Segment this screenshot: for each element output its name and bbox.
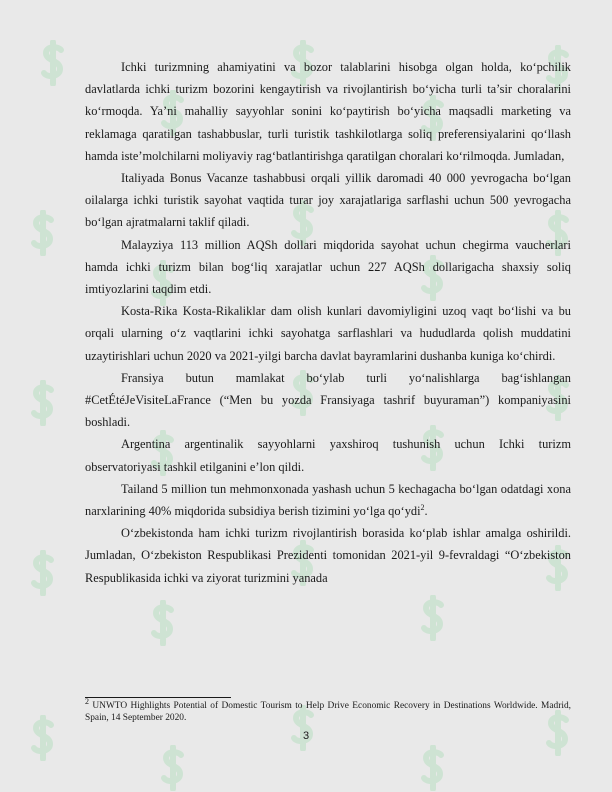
paragraph-thailand-text: Tailand 5 million tun mehmonxonada yashash uchun 5 kechagacha bo‘lgan odatdagi xona narxlarining 40% miqdorida subsidiya berish tizimini yo‘lga qo‘ydi (85, 481, 571, 519)
footnote-text: UNWTO Highlights Potential of Domestic Tourism to Help Drive Economic Recovery in Destinations Worldwide. Madrid, Spain, 14 September 2020. (85, 701, 571, 723)
document-body (85, 56, 571, 589)
paragraph-france: Fransiya butun mamlakat bo‘ylab turli yo‘nalishlarga bag‘ishlangan #CetÉtéJeVisiteLaFrance (“Men bu yozda Fransiyaga tashrif buyuraman”) kompaniyasini boshladi. (85, 370, 571, 430)
watermark-logo-icon (30, 210, 56, 256)
watermark-logo-icon (150, 600, 176, 646)
paragraph-italy: Italiyada Bonus Vacanze tashabbusi orqali yillik daromadi 40 000 yevrogacha bo‘lgan oilalarga ichki turistik sayohat vaqtida turar joy xarajatlariga sarflashi uchun 500 yevrogacha bo‘lgan ajratmalarni taklif qiladi. (85, 171, 571, 230)
watermark-logo-icon (30, 550, 56, 596)
footnote-reference[interactable]: 2 (420, 502, 425, 512)
footnote-divider (85, 697, 231, 698)
paragraph-malaysia: Malayziya 113 million AQSh dollari miqdorida sayohat uchun chegirma vaucherlari hamda ichki turizm bilan bog‘liq xarajatlar uchun 227 AQSh dollarigacha shaxsiy soliq imtiyozlarini taqdim etdi. (85, 237, 571, 297)
watermark-logo-icon (40, 40, 66, 86)
watermark-logo-icon (160, 745, 186, 791)
footnote (85, 696, 571, 724)
watermark-logo-icon (30, 380, 56, 426)
paragraph-intro: Ichki turizmning ahamiyatini va bozor talablarini hisobga olgan holda, ko‘pchilik davlatlarda ichki turizm bozorini kengaytirish va rivojlantirish bo‘yicha turli ta’sir choralarini ko‘rmoqda. Ya’ni mahalliy sayyohlar sonini ko‘paytirish bo‘yicha maqsadli marketing va reklamaga qaratilgan tashabbuslar, turli turistik tashkilotlarga soliq preferensiyalarini qo‘llash hamda iste’molchilarni moliyaviy rag‘batlantirishga qaratilgan choralari ko‘rilmoqda. Jumladan, (85, 60, 571, 163)
footnote-reference-period: . (424, 504, 428, 519)
paragraph-argentina: Argentina argentinalik sayyohlarni yaxshiroq tushunish uchun Ichki turizm observatoriyasi tashkil etilganini e’lon qildi. (85, 437, 571, 474)
paragraph-thailand (85, 478, 571, 522)
watermark-logo-icon (420, 745, 446, 791)
watermark-logo-icon (420, 595, 446, 641)
paragraph-costa-rica: Kosta-Rika Kosta-Rikaliklar dam olish kunlari davomiyligini uzoq vaqt bo‘lishi va bu orqali ularning o‘z vaqtlarini ichki sayohatga sarflashlari va hududlarda qolish muddatini uzaytirishlari uchun 2020 va 2021-yilgi barcha davlat bayramlarini dushanba kuniga ko‘chirdi. (85, 304, 571, 363)
paragraph-uzbekistan: O‘zbekistonda ham ichki turizm rivojlantirish borasida ko‘plab ishlar amalga oshirildi. Jumladan, O‘zbekiston Respublikasi Prezidenti tomonidan 2021-yil 9-fevraldagi “O‘zbekiston Respublikasida ichki va ziyorat turizmini yanada (85, 526, 571, 585)
footnote-number: 2 (85, 696, 89, 706)
page-number: 3 (302, 730, 310, 742)
